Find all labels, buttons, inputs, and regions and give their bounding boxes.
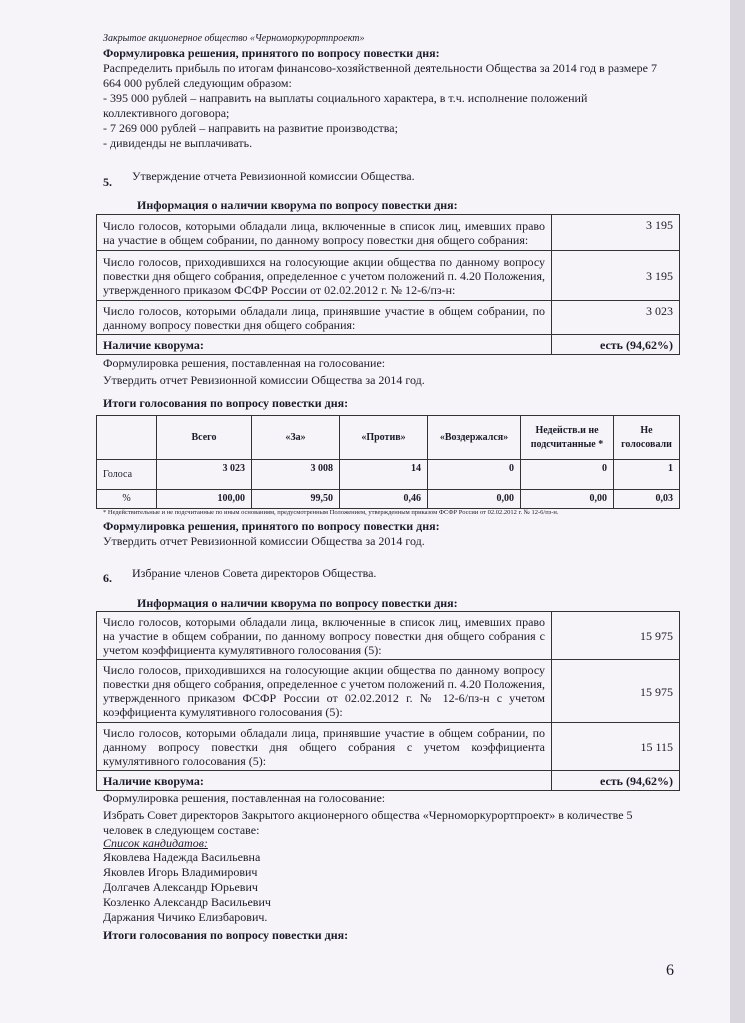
candidate-item: Долгачев Александр Юрьевич	[103, 880, 258, 894]
quorum-summary-label: Наличие кворума:	[97, 771, 552, 791]
proposal-line: Избрать Совет директоров Закрытого акционерного общества «Черноморкурортпроект» в количестве 5	[103, 808, 633, 822]
decision-line: коллективного договора;	[103, 106, 230, 120]
decision-line: - 395 000 рублей – направить на выплаты социального характера, в т.ч. исполнение положений	[103, 91, 588, 105]
quorum-value: 15 115	[552, 723, 680, 771]
item-5-decision-heading: Формулировка решения, принятого по вопросу повестки дня:	[103, 519, 440, 533]
item-5-title: Утверждение отчета Ревизионной комиссии Общества.	[132, 169, 415, 183]
results-cell: 3 023	[157, 460, 252, 490]
quorum-summary-row	[97, 771, 680, 791]
quorum-summary-row	[97, 335, 680, 355]
item-5-proposal-heading: Формулировка решения, поставленная на голосование:	[103, 356, 386, 370]
results-cell: 0,00	[428, 490, 521, 509]
results-cell: 0	[428, 460, 521, 490]
quorum-value: 3 195	[552, 215, 680, 251]
item-5-footnote: * Недействительные и не подсчитанные по иным основаниям, предусмотренным Положением, утвержденным приказом ФСФР России от 02.02.2012 г. № 12-6/пз-н.	[103, 509, 559, 516]
candidates-list	[103, 850, 271, 925]
quorum-label: Число голосов, приходившихся на голосующие акции общества по данному вопросу повестки дня общего собрания, определенное с учетом положений п. 4.20 Положения, утвержденного приказом ФСФР России от 02.02.2012 г. № 12-6/пз-н:	[97, 251, 552, 301]
results-header-cell: «За»	[252, 416, 340, 460]
results-header-cell: «Против»	[340, 416, 428, 460]
results-row	[97, 460, 680, 490]
decision-line: 664 000 рублей следующим образом:	[103, 76, 292, 90]
results-cell: 0,46	[340, 490, 428, 509]
results-row-label: Голоса	[97, 460, 157, 490]
decision-line: - 7 269 000 рублей – направить на развитие производства;	[103, 121, 398, 135]
results-row-label: %	[97, 490, 157, 509]
quorum-label: Число голосов, которыми обладали лица, принявшие участие в общем собрании, по данному вопросу повестки дня общего собрания:	[97, 301, 552, 335]
item-6-quorum-heading: Информация о наличии кворума по вопросу повестки дня:	[137, 596, 458, 610]
results-cell: 3 008	[252, 460, 340, 490]
decision-line: Распределить прибыль по итогам финансово-хозяйственной деятельности Общества за 2014 год в размере 7	[103, 61, 657, 75]
item-6-number: 6.	[103, 571, 112, 585]
quorum-summary-label: Наличие кворума:	[97, 335, 552, 355]
quorum-summary-value: есть (94,62%)	[552, 771, 680, 791]
quorum-value: 3 023	[552, 301, 680, 335]
candidate-item: Яковлев Игорь Владимирович	[103, 865, 258, 879]
quorum-label: Число голосов, которыми обладали лица, включенные в список лиц, имевших право на участие в общем собрании, по данному вопросу повестки дня общего собрания с учетом коэффициента кумулятивного голосования (5):	[97, 612, 552, 660]
results-header-cell: Не голосовали	[614, 416, 680, 460]
page-number: 6	[666, 962, 674, 979]
results-cell: 14	[340, 460, 428, 490]
results-header-cell: Всего	[157, 416, 252, 460]
results-cell: 0	[521, 460, 614, 490]
results-header-cell: Недейств.и не подсчитанные *	[521, 416, 614, 460]
decision-line: - дивиденды не выплачивать.	[103, 136, 253, 150]
quorum-label: Число голосов, которыми обладали лица, принявшие участие в общем собрании, по данному вопросу повестки дня общего собрания с учетом коэффициента кумулятивного голосования (5):	[97, 723, 552, 771]
item-6-title: Избрание членов Совета директоров Общества.	[132, 566, 377, 580]
quorum-row	[97, 612, 680, 660]
results-header-cell: «Воздержался»	[428, 416, 521, 460]
results-cell: 0,00	[521, 490, 614, 509]
results-cell: 99,50	[252, 490, 340, 509]
quorum-value: 15 975	[552, 660, 680, 723]
quorum-row	[97, 215, 680, 251]
results-header-row	[97, 416, 680, 460]
company-header: Закрытое акционерное общество «Черноморкурортпроект»	[103, 33, 365, 44]
item-5-number: 5.	[103, 175, 112, 189]
decision-text-top	[103, 61, 657, 151]
item-6-proposal-text	[103, 808, 633, 838]
results-row	[97, 490, 680, 509]
quorum-label: Число голосов, приходившихся на голосующие акции общества по данному вопросу повестки дня общего собрания, определенное с учетом положений п. 4.20 Положения, утвержденного приказом ФСФР России от 02.02.2012 г. № 12-6/пз-н с учетом коэффициента кумулятивного голосования (5):	[97, 660, 552, 723]
item-5-quorum-heading: Информация о наличии кворума по вопросу повестки дня:	[137, 198, 458, 212]
page-edge	[730, 0, 745, 1023]
proposal-line: человек в следующем составе:	[103, 823, 260, 837]
candidate-item: Яковлева Надежда Васильевна	[103, 850, 261, 864]
quorum-row	[97, 723, 680, 771]
decision-heading-top: Формулировка решения, принятого по вопросу повестки дня:	[103, 46, 440, 60]
candidate-item: Даржания Чичико Елизбарович.	[103, 910, 268, 924]
quorum-value: 3 195	[552, 251, 680, 301]
quorum-row	[97, 301, 680, 335]
item-6-quorum-table	[96, 611, 680, 791]
quorum-summary-value: есть (94,62%)	[552, 335, 680, 355]
item-5-quorum-table	[96, 214, 680, 355]
item-5-results-heading: Итоги голосования по вопросу повестки дня:	[103, 396, 349, 410]
quorum-row	[97, 251, 680, 301]
quorum-value: 15 975	[552, 612, 680, 660]
results-cell: 0,03	[614, 490, 680, 509]
candidate-item: Козленко Александр Васильевич	[103, 895, 271, 909]
results-cell: 100,00	[157, 490, 252, 509]
item-5-proposal-text: Утвердить отчет Ревизионной комиссии Общества за 2014 год.	[103, 373, 425, 387]
item-6-results-heading: Итоги голосования по вопросу повестки дня:	[103, 928, 349, 942]
results-cell: 1	[614, 460, 680, 490]
item-5-results-table	[96, 415, 680, 509]
quorum-label: Число голосов, которыми обладали лица, включенные в список лиц, имевших право на участие в общем собрании, по данному вопросу повестки дня общего собрания:	[97, 215, 552, 251]
item-6-proposal-heading: Формулировка решения, поставленная на голосование:	[103, 791, 386, 805]
quorum-row	[97, 660, 680, 723]
results-corner-cell	[97, 416, 157, 460]
item-5-decision-text: Утвердить отчет Ревизионной комиссии Общества за 2014 год.	[103, 534, 425, 548]
candidates-heading: Список кандидатов:	[103, 836, 208, 850]
